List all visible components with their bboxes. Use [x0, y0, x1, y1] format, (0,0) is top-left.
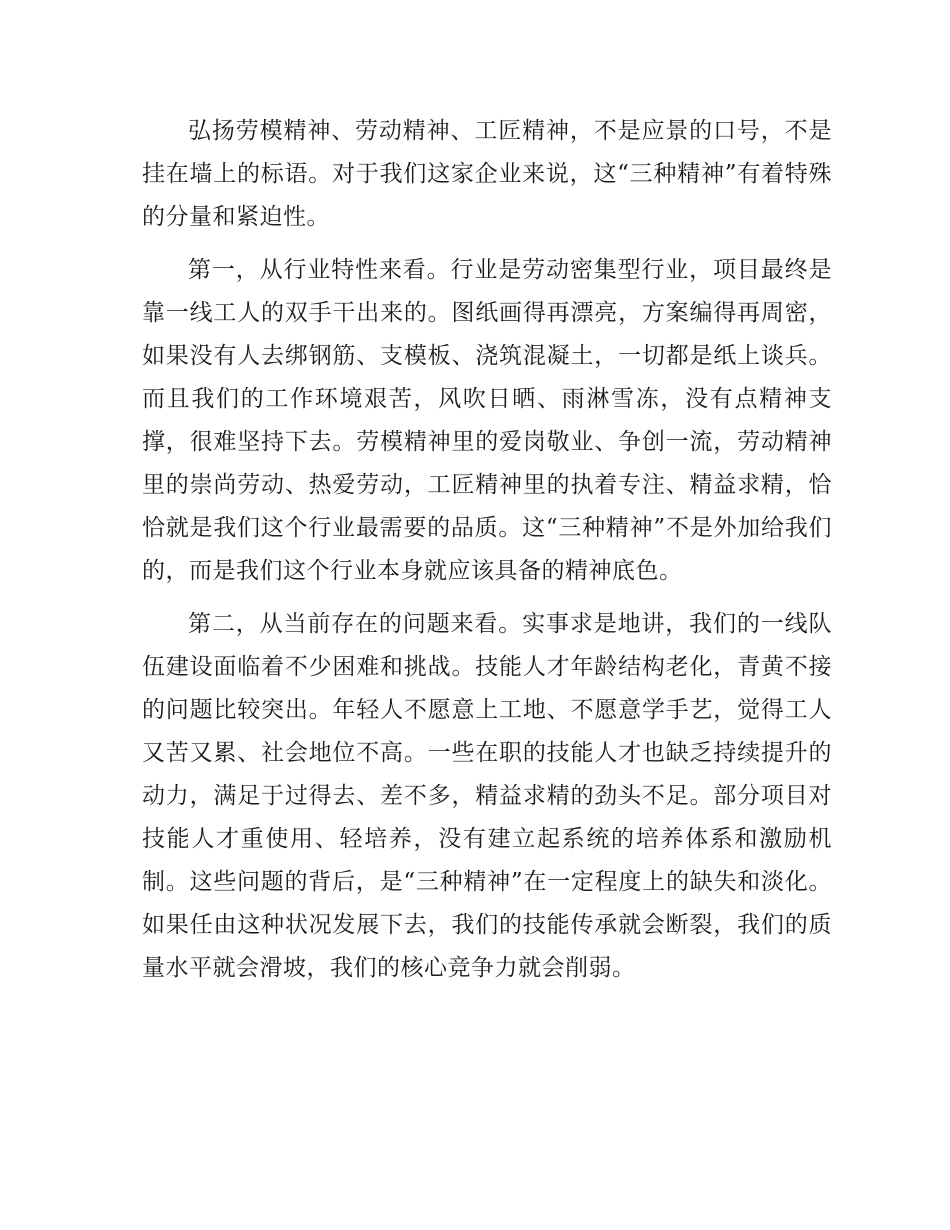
paragraph-intro: 弘扬劳模精神、劳动精神、工匠精神，不是应景的口号，不是挂在墙上的标语。对于我们这家企业来说，这“三种精神”有着特殊的分量和紧迫性。: [142, 118, 832, 230]
paragraph-first-point: 第一，从行业特性来看。行业是劳动密集型行业，项目最终是靠一线工人的双手干出来的。图纸画得再漂亮，方案编得再周密，如果没有人去绑钢筋、支模板、浇筑混凝土，一切都是纸上谈兵。而且我们的工作环境艰苦，风吹日晒、雨淋雪冻，没有点精神支撑，很难坚持下去。劳模精神里的爱岗敬业、争创一流，劳动精神里的崇尚劳动、热爱劳动，工匠精神里的执着专注、精益求精，恰恰就是我们这个行业最需要的品质。这“三种精神”不是外加给我们的，而是我们这个行业本身就应该具备的精神底色。: [142, 257, 832, 584]
document-body: [142, 110, 832, 1000]
paragraph-second-point: 第二，从当前存在的问题来看。实事求是地讲，我们的一线队伍建设面临着不少困难和挑战。技能人才年龄结构老化，青黄不接的问题比较突出。年轻人不愿意上工地、不愿意学手艺，觉得工人又苦又累、社会地位不高。一些在职的技能人才也缺乏持续提升的动力，满足于过得去、差不多，精益求精的劲头不足。部分项目对技能人才重使用、轻培养，没有建立起系统的培养体系和激励机制。这些问题的背后，是“三种精神”在一定程度上的缺失和淡化。如果任由这种状况发展下去，我们的技能传承就会断裂，我们的质量水平就会滑坡，我们的核心竞争力就会削弱。: [142, 611, 832, 981]
